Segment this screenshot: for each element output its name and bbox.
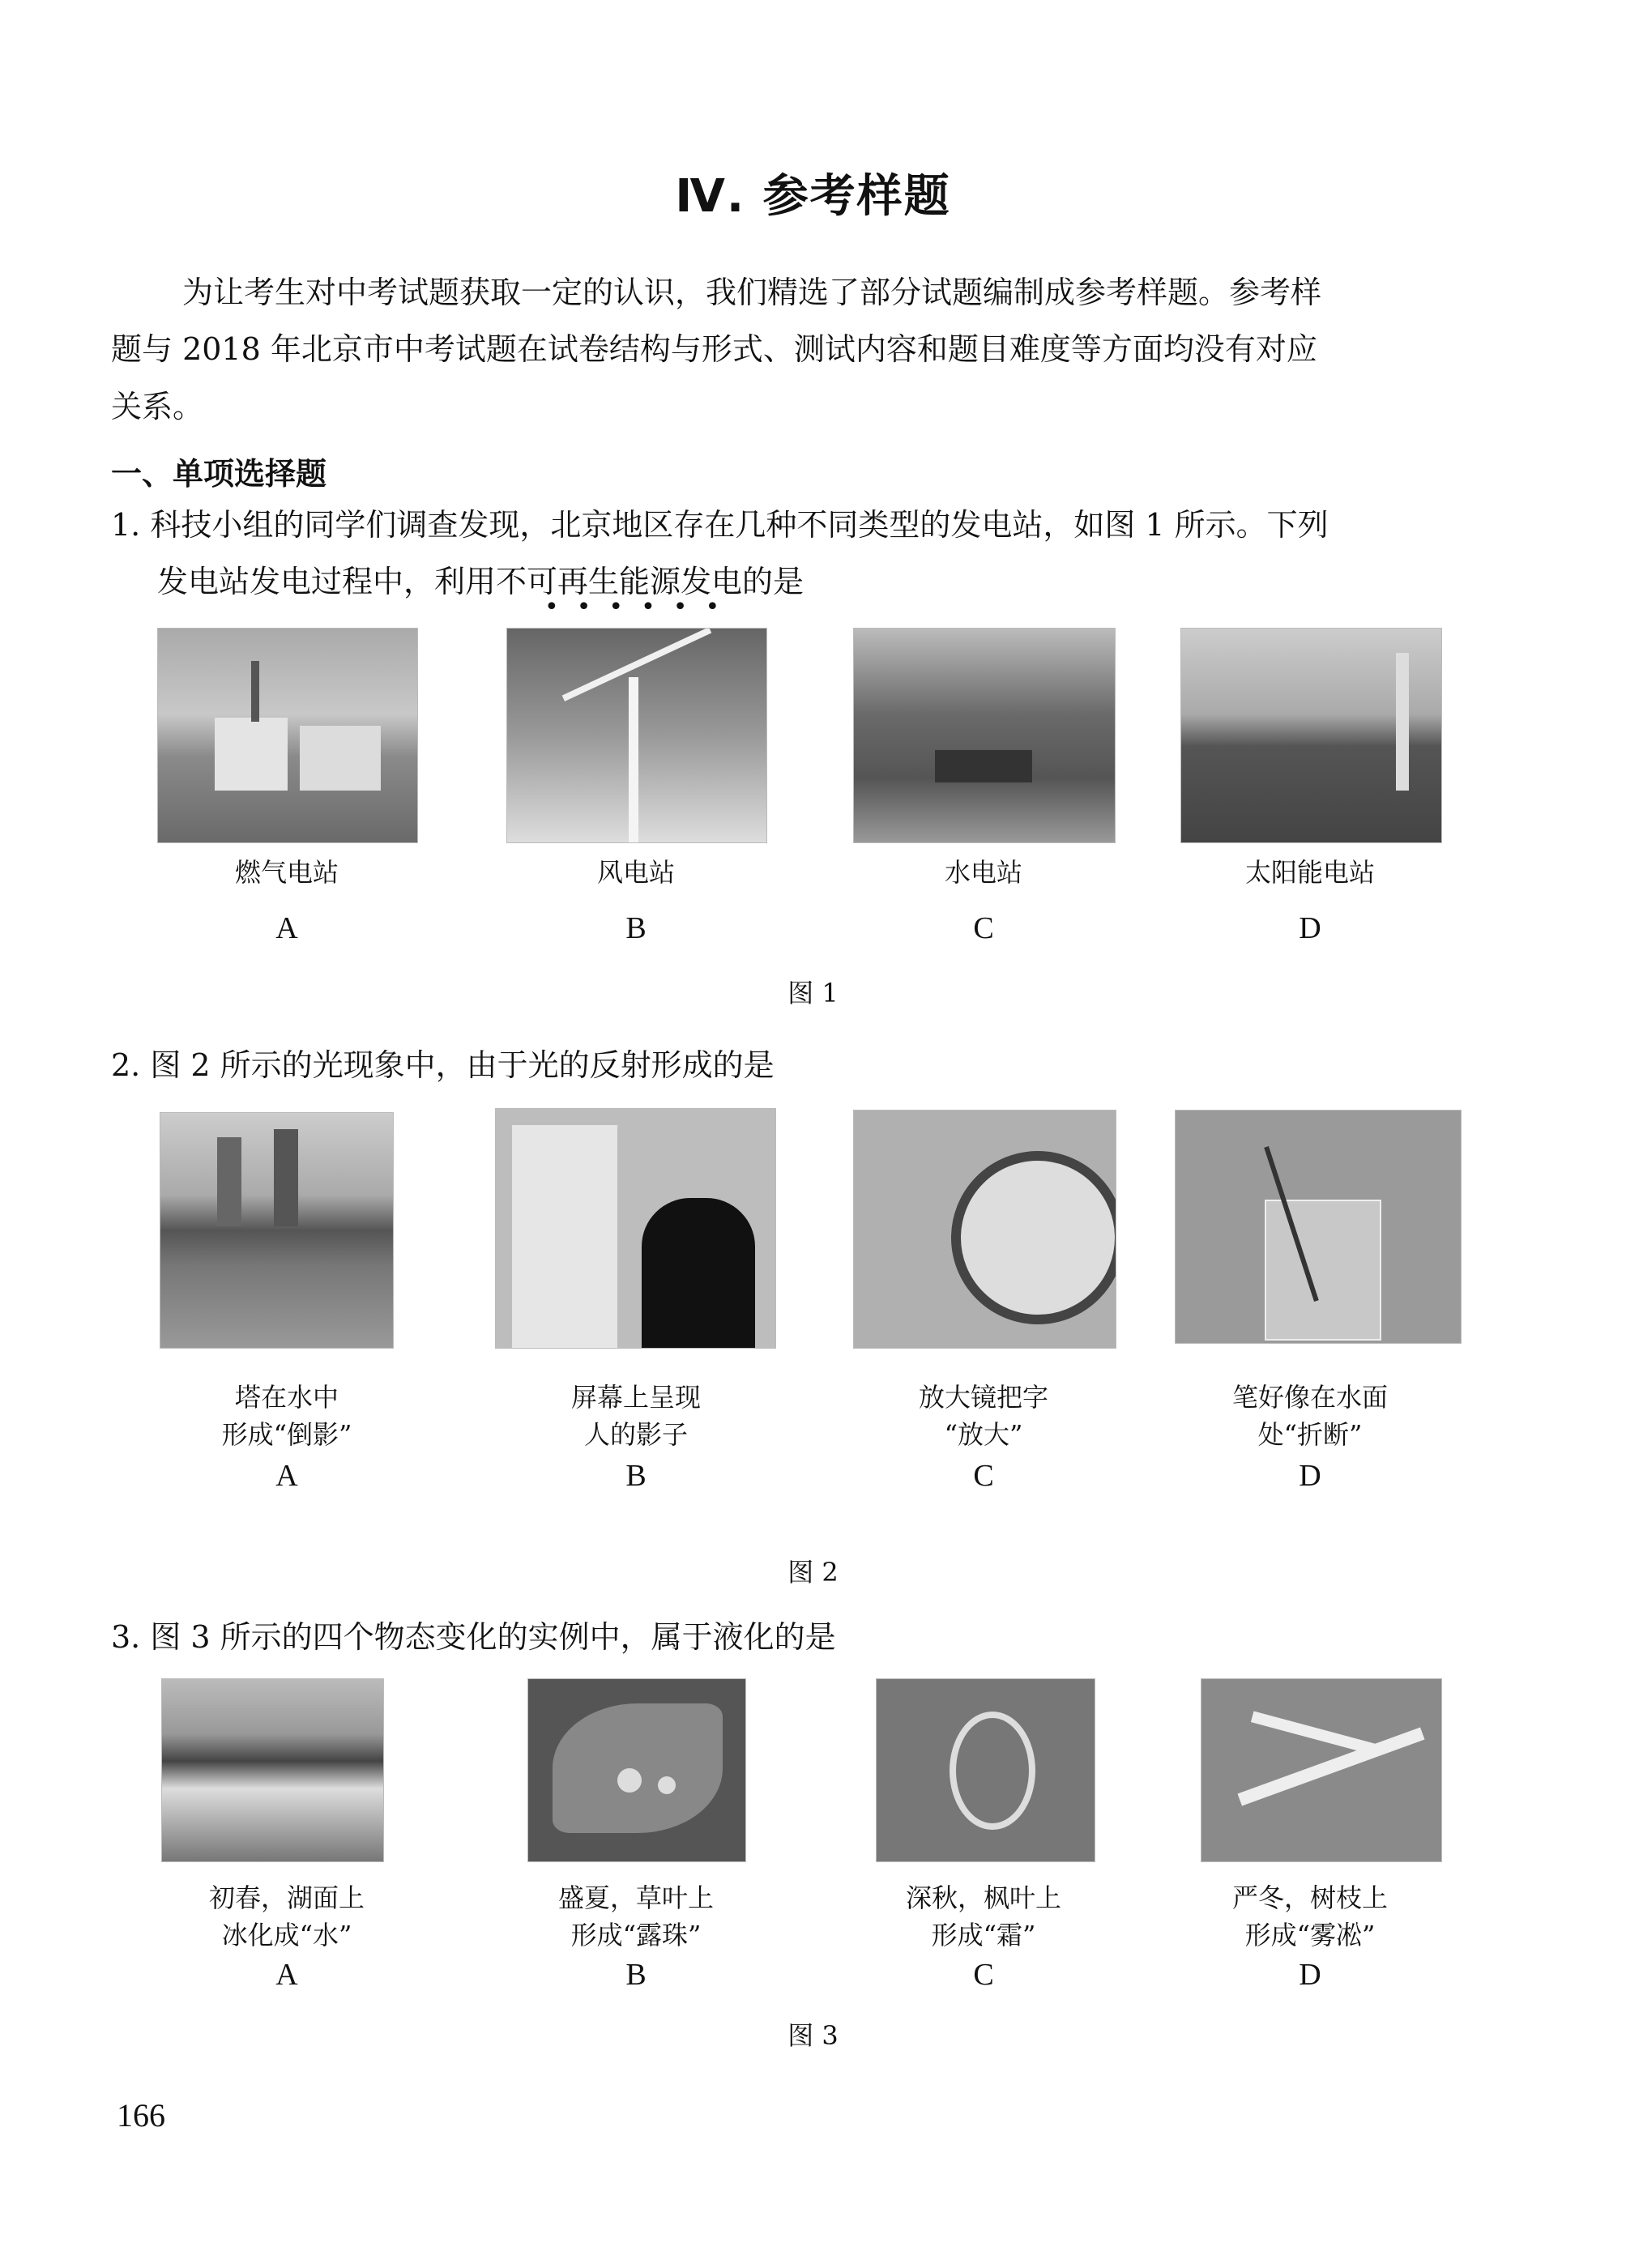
option-3a: A — [275, 1958, 298, 1992]
caption-3b-2: 形成“露珠” — [570, 1920, 702, 1950]
page-number: 166 — [117, 2097, 165, 2134]
option-1c: C — [973, 911, 994, 945]
figure-3-label: 图 3 — [787, 2020, 839, 2051]
caption-2c-1: 放大镜把字 — [918, 1382, 1048, 1413]
section-heading: 一、单项选择题 — [111, 456, 327, 492]
magnifier-image — [853, 1110, 1116, 1349]
caption-1c: 水电站 — [944, 857, 1022, 888]
question-2: 2. 图 2 所示的光现象中，由于光的反射形成的是 — [111, 1047, 775, 1083]
caption-2c-2: “放大” — [944, 1419, 1023, 1450]
option-3d: D — [1299, 1958, 1321, 1992]
option-3b: B — [625, 1958, 647, 1992]
intro-line-3: 关系。 — [111, 389, 204, 424]
caption-3d-2: 形成“雾凇” — [1244, 1920, 1376, 1950]
option-1b: B — [625, 911, 647, 945]
caption-1d: 太阳能电站 — [1244, 857, 1375, 888]
intro-line-1: 为让考生对中考试题获取一定的认识，我们精选了部分试题编制成参考样题。参考样 — [182, 275, 1322, 310]
caption-2d-2: 处“折断” — [1257, 1419, 1363, 1450]
caption-2a-2: 形成“倒影” — [221, 1419, 352, 1450]
caption-1a: 燃气电站 — [234, 857, 339, 888]
caption-3a-1: 初春，湖面上 — [208, 1882, 365, 1913]
caption-3c-2: 形成“霜” — [931, 1920, 1036, 1950]
caption-2d-1: 笔好像在水面 — [1231, 1382, 1388, 1413]
caption-2b-1: 屏幕上呈现 — [570, 1382, 701, 1413]
option-1a: A — [275, 911, 298, 945]
question-1-line-2: 发电站发电过程中，利用不可再生能源发电的是 — [157, 564, 804, 599]
question-3: 3. 图 3 所示的四个物态变化的实例中，属于液化的是 — [111, 1619, 836, 1655]
pagoda-reflection-image — [160, 1112, 394, 1349]
dew-drops-image — [527, 1678, 746, 1862]
caption-3b-1: 盛夏，草叶上 — [557, 1882, 714, 1913]
melting-ice-lake-image — [161, 1678, 384, 1862]
option-2c: C — [973, 1459, 994, 1493]
pencil-in-water-image — [1175, 1110, 1462, 1344]
caption-3c-1: 深秋，枫叶上 — [905, 1882, 1061, 1913]
caption-2a-1: 塔在水中 — [234, 1382, 339, 1413]
option-1d: D — [1299, 911, 1321, 945]
caption-1b: 风电站 — [596, 857, 675, 888]
option-2a: A — [275, 1459, 298, 1493]
intro-line-2: 题与 2018 年北京市中考试题在试卷结构与形式、测试内容和题目难度等方面均没有对应 — [111, 331, 1317, 367]
option-2b: B — [625, 1459, 647, 1493]
page-title: Ⅳ. 参考样题 — [675, 170, 951, 223]
figure-2-label: 图 2 — [787, 1557, 839, 1588]
caption-3d-1: 严冬，树枝上 — [1231, 1882, 1388, 1913]
caption-2b-2: 人的影子 — [583, 1419, 688, 1450]
rime-branch-image — [1201, 1678, 1442, 1862]
caption-3a-2: 冰化成“水” — [221, 1920, 352, 1950]
gas-power-station-image — [157, 628, 418, 843]
solar-power-station-image — [1180, 628, 1442, 843]
figure-1-label: 图 1 — [787, 978, 839, 1008]
frost-leaf-image — [876, 1678, 1095, 1862]
question-1-line-1: 1. 科技小组的同学们调查发现，北京地区存在几种不同类型的发电站，如图 1 所示。下列 — [111, 507, 1329, 543]
emphasis-dots: •••••• — [544, 593, 738, 621]
wind-power-station-image — [506, 628, 767, 843]
shadow-on-screen-image — [495, 1108, 776, 1349]
option-3c: C — [973, 1958, 994, 1992]
hydro-power-station-image — [853, 628, 1116, 843]
option-2d: D — [1299, 1459, 1321, 1493]
